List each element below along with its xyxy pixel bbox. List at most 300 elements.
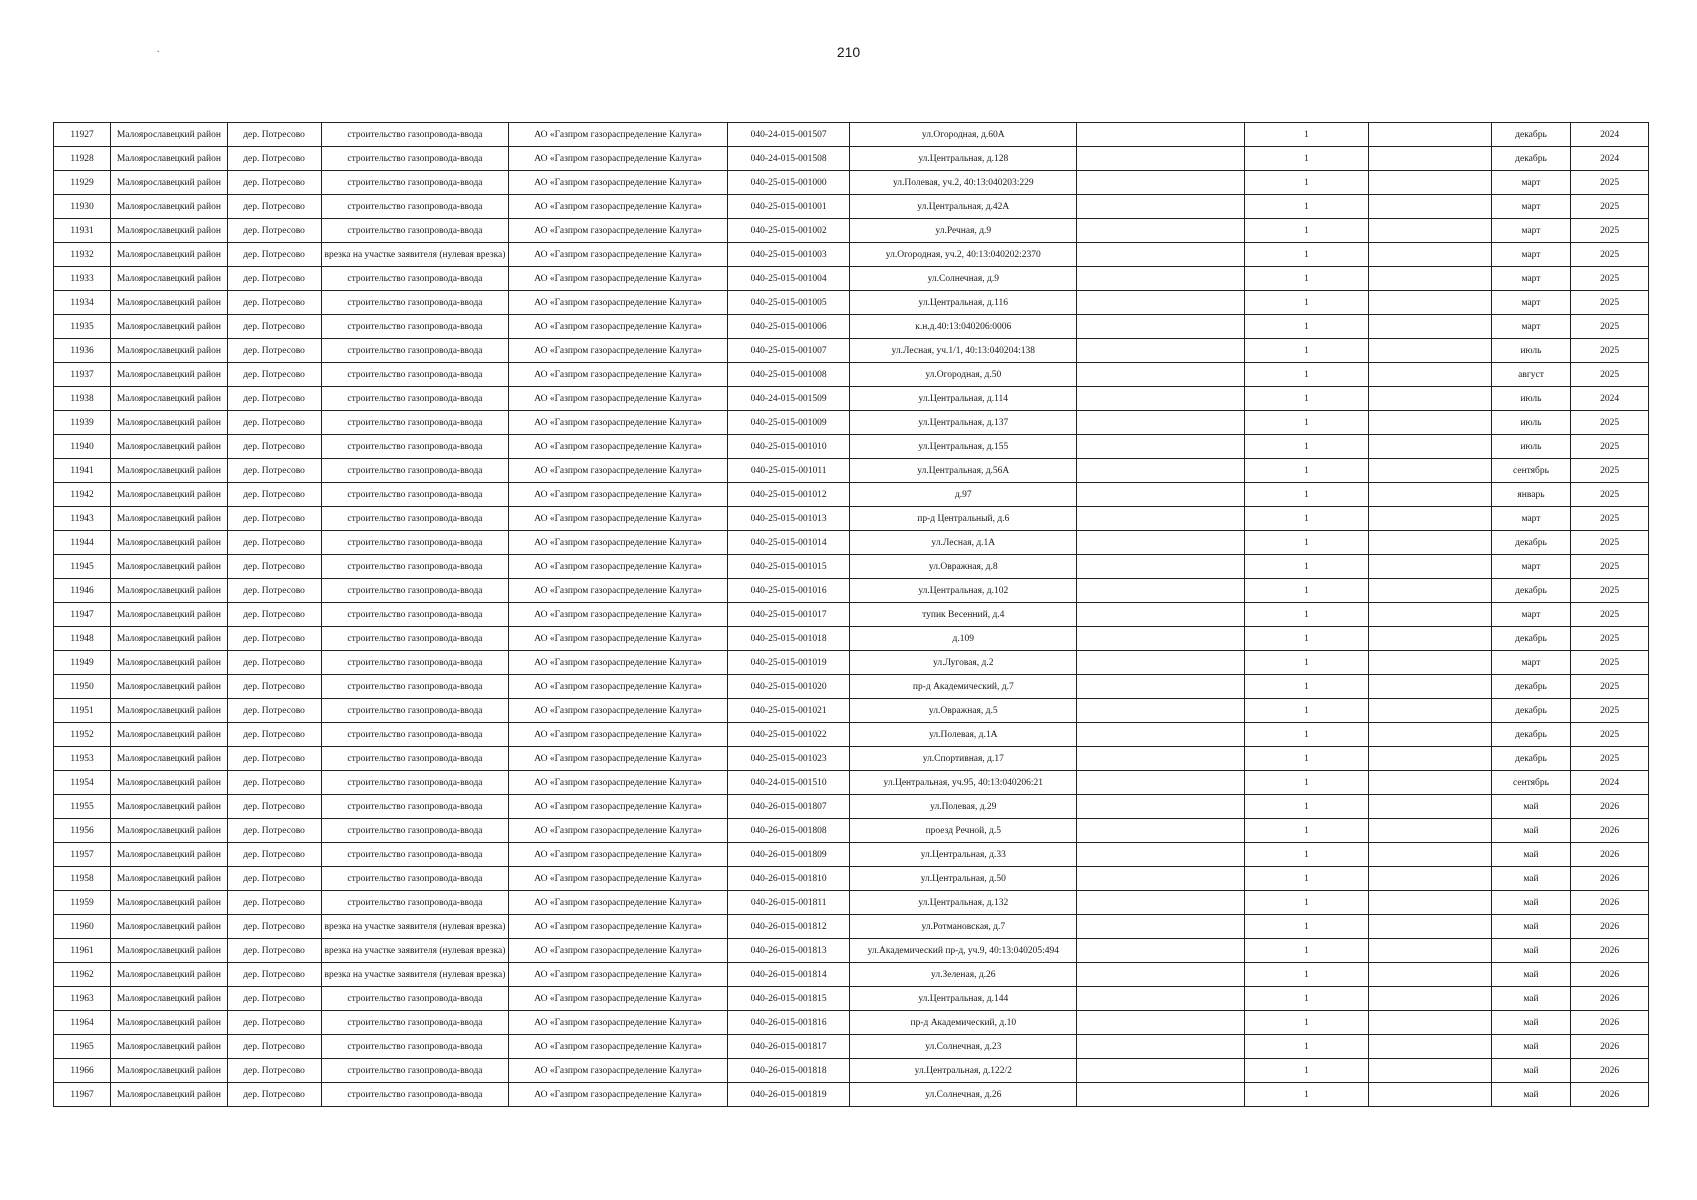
row-number: 11950 [54, 675, 111, 699]
district-cell: Малоярославецкий район [111, 267, 227, 291]
row-number: 11932 [54, 243, 111, 267]
empty-cell [1077, 939, 1244, 963]
quantity-cell: 1 [1244, 723, 1369, 747]
empty-cell [1077, 1059, 1244, 1083]
empty-cell [1369, 963, 1492, 987]
month-cell: май [1491, 795, 1571, 819]
work-type-cell: строительство газопровода-ввода [321, 651, 509, 675]
month-cell: март [1491, 555, 1571, 579]
settlement-cell: дер. Потресово [227, 843, 321, 867]
year-cell: 2026 [1571, 987, 1649, 1011]
project-code-cell: 040-26-015-001807 [727, 795, 850, 819]
table-row [54, 747, 1649, 771]
district-cell: Малоярославецкий район [111, 963, 227, 987]
row-number: 11966 [54, 1059, 111, 1083]
settlement-cell: дер. Потресово [227, 387, 321, 411]
project-code-cell: 040-26-015-001812 [727, 915, 850, 939]
address-cell: к.н.д.40:13:040206:0006 [850, 315, 1077, 339]
settlement-cell: дер. Потресово [227, 675, 321, 699]
organization-cell: АО «Газпром газораспределение Калуга» [509, 147, 728, 171]
district-cell: Малоярославецкий район [111, 243, 227, 267]
organization-cell: АО «Газпром газораспределение Калуга» [509, 387, 728, 411]
month-cell: май [1491, 1011, 1571, 1035]
organization-cell: АО «Газпром газораспределение Калуга» [509, 867, 728, 891]
organization-cell: АО «Газпром газораспределение Калуга» [509, 627, 728, 651]
work-type-cell: строительство газопровода-ввода [321, 147, 509, 171]
project-code-cell: 040-25-015-001013 [727, 507, 850, 531]
settlement-cell: дер. Потресово [227, 339, 321, 363]
year-cell: 2026 [1571, 1011, 1649, 1035]
quantity-cell: 1 [1244, 651, 1369, 675]
table-row [54, 411, 1649, 435]
district-cell: Малоярославецкий район [111, 1035, 227, 1059]
organization-cell: АО «Газпром газораспределение Калуга» [509, 579, 728, 603]
quantity-cell: 1 [1244, 267, 1369, 291]
table-row [54, 867, 1649, 891]
work-type-cell: строительство газопровода-ввода [321, 171, 509, 195]
table-row [54, 1059, 1649, 1083]
year-cell: 2025 [1571, 363, 1649, 387]
scan-mark: . [157, 44, 160, 55]
organization-cell: АО «Газпром газораспределение Калуга» [509, 267, 728, 291]
organization-cell: АО «Газпром газораспределение Калуга» [509, 699, 728, 723]
month-cell: декабрь [1491, 123, 1571, 147]
work-type-cell: строительство газопровода-ввода [321, 555, 509, 579]
quantity-cell: 1 [1244, 1059, 1369, 1083]
organization-cell: АО «Газпром газораспределение Калуга» [509, 747, 728, 771]
empty-cell [1077, 603, 1244, 627]
empty-cell [1369, 987, 1492, 1011]
quantity-cell: 1 [1244, 435, 1369, 459]
table-row [54, 315, 1649, 339]
organization-cell: АО «Газпром газораспределение Калуга» [509, 123, 728, 147]
settlement-cell: дер. Потресово [227, 1011, 321, 1035]
month-cell: декабрь [1491, 723, 1571, 747]
organization-cell: АО «Газпром газораспределение Калуга» [509, 963, 728, 987]
organization-cell: АО «Газпром газораспределение Калуга» [509, 723, 728, 747]
settlement-cell: дер. Потресово [227, 771, 321, 795]
table-row [54, 1035, 1649, 1059]
table-row [54, 243, 1649, 267]
project-code-cell: 040-25-015-001018 [727, 627, 850, 651]
empty-cell [1077, 747, 1244, 771]
row-number: 11954 [54, 771, 111, 795]
project-code-cell: 040-25-015-001020 [727, 675, 850, 699]
row-number: 11942 [54, 483, 111, 507]
settlement-cell: дер. Потресово [227, 411, 321, 435]
address-cell: пр-д Академический, д.7 [850, 675, 1077, 699]
empty-cell [1369, 1083, 1492, 1107]
project-code-cell: 040-25-015-001016 [727, 579, 850, 603]
row-number: 11947 [54, 603, 111, 627]
empty-cell [1369, 627, 1492, 651]
quantity-cell: 1 [1244, 747, 1369, 771]
empty-cell [1077, 867, 1244, 891]
project-code-cell: 040-26-015-001818 [727, 1059, 850, 1083]
settlement-cell: дер. Потресово [227, 819, 321, 843]
year-cell: 2025 [1571, 747, 1649, 771]
organization-cell: АО «Газпром газораспределение Калуга» [509, 315, 728, 339]
project-code-cell: 040-25-015-001022 [727, 723, 850, 747]
settlement-cell: дер. Потресово [227, 363, 321, 387]
work-type-cell: строительство газопровода-ввода [321, 579, 509, 603]
month-cell: май [1491, 819, 1571, 843]
work-type-cell: строительство газопровода-ввода [321, 795, 509, 819]
organization-cell: АО «Газпром газораспределение Калуга» [509, 1083, 728, 1107]
organization-cell: АО «Газпром газораспределение Калуга» [509, 675, 728, 699]
address-cell: проезд Речной, д.5 [850, 819, 1077, 843]
year-cell: 2025 [1571, 267, 1649, 291]
month-cell: март [1491, 315, 1571, 339]
empty-cell [1077, 891, 1244, 915]
district-cell: Малоярославецкий район [111, 675, 227, 699]
month-cell: май [1491, 915, 1571, 939]
address-cell: д.109 [850, 627, 1077, 651]
quantity-cell: 1 [1244, 939, 1369, 963]
quantity-cell: 1 [1244, 411, 1369, 435]
year-cell: 2025 [1571, 651, 1649, 675]
address-cell: ул.Речная, д.9 [850, 219, 1077, 243]
table-row [54, 699, 1649, 723]
settlement-cell: дер. Потресово [227, 435, 321, 459]
quantity-cell: 1 [1244, 219, 1369, 243]
row-number: 11965 [54, 1035, 111, 1059]
table-row [54, 555, 1649, 579]
project-code-cell: 040-25-015-001002 [727, 219, 850, 243]
address-cell: ул.Центральная, д.42А [850, 195, 1077, 219]
settlement-cell: дер. Потресово [227, 651, 321, 675]
settlement-cell: дер. Потресово [227, 939, 321, 963]
settlement-cell: дер. Потресово [227, 123, 321, 147]
table-row [54, 267, 1649, 291]
work-type-cell: строительство газопровода-ввода [321, 387, 509, 411]
organization-cell: АО «Газпром газораспределение Калуга» [509, 435, 728, 459]
empty-cell [1077, 819, 1244, 843]
project-code-cell: 040-26-015-001809 [727, 843, 850, 867]
district-cell: Малоярославецкий район [111, 915, 227, 939]
empty-cell [1369, 363, 1492, 387]
settlement-cell: дер. Потресово [227, 987, 321, 1011]
address-cell: ул.Центральная, д.114 [850, 387, 1077, 411]
organization-cell: АО «Газпром газораспределение Калуга» [509, 339, 728, 363]
address-cell: ул.Центральная, д.128 [850, 147, 1077, 171]
table-row [54, 891, 1649, 915]
district-cell: Малоярославецкий район [111, 315, 227, 339]
table-row [54, 339, 1649, 363]
quantity-cell: 1 [1244, 1035, 1369, 1059]
address-cell: ул.Полевая, д.1А [850, 723, 1077, 747]
address-cell: ул.Полевая, уч.2, 40:13:040203:229 [850, 171, 1077, 195]
district-cell: Малоярославецкий район [111, 867, 227, 891]
empty-cell [1077, 531, 1244, 555]
row-number: 11951 [54, 699, 111, 723]
work-type-cell: строительство газопровода-ввода [321, 603, 509, 627]
row-number: 11949 [54, 651, 111, 675]
district-cell: Малоярославецкий район [111, 339, 227, 363]
organization-cell: АО «Газпром газораспределение Калуга» [509, 243, 728, 267]
empty-cell [1077, 435, 1244, 459]
empty-cell [1369, 315, 1492, 339]
address-cell: ул.Центральная, д.33 [850, 843, 1077, 867]
district-cell: Малоярославецкий район [111, 723, 227, 747]
row-number: 11941 [54, 459, 111, 483]
empty-cell [1077, 411, 1244, 435]
project-code-cell: 040-25-015-001007 [727, 339, 850, 363]
empty-cell [1369, 1011, 1492, 1035]
district-cell: Малоярославецкий район [111, 939, 227, 963]
organization-cell: АО «Газпром газораспределение Калуга» [509, 483, 728, 507]
district-cell: Малоярославецкий район [111, 603, 227, 627]
project-code-cell: 040-25-015-001021 [727, 699, 850, 723]
address-cell: ул.Огородная, уч.2, 40:13:040202:2370 [850, 243, 1077, 267]
settlement-cell: дер. Потресово [227, 267, 321, 291]
project-code-cell: 040-25-015-001012 [727, 483, 850, 507]
work-type-cell: строительство газопровода-ввода [321, 675, 509, 699]
table-row [54, 1083, 1649, 1107]
quantity-cell: 1 [1244, 915, 1369, 939]
empty-cell [1077, 1035, 1244, 1059]
organization-cell: АО «Газпром газораспределение Калуга» [509, 555, 728, 579]
address-cell: ул.Центральная, д.122/2 [850, 1059, 1077, 1083]
address-cell: ул.Лесная, д.1А [850, 531, 1077, 555]
project-code-cell: 040-25-015-001000 [727, 171, 850, 195]
settlement-cell: дер. Потресово [227, 963, 321, 987]
district-cell: Малоярославецкий район [111, 1011, 227, 1035]
work-type-cell: строительство газопровода-ввода [321, 1083, 509, 1107]
quantity-cell: 1 [1244, 315, 1369, 339]
work-type-cell: строительство газопровода-ввода [321, 363, 509, 387]
row-number: 11964 [54, 1011, 111, 1035]
empty-cell [1369, 387, 1492, 411]
table-row [54, 723, 1649, 747]
year-cell: 2025 [1571, 603, 1649, 627]
month-cell: декабрь [1491, 675, 1571, 699]
district-cell: Малоярославецкий район [111, 459, 227, 483]
address-cell: ул.Центральная, уч.95, 40:13:040206:21 [850, 771, 1077, 795]
empty-cell [1369, 747, 1492, 771]
project-code-cell: 040-25-015-001017 [727, 603, 850, 627]
table-row [54, 123, 1649, 147]
row-number: 11946 [54, 579, 111, 603]
work-type-cell: строительство газопровода-ввода [321, 267, 509, 291]
project-code-cell: 040-25-015-001006 [727, 315, 850, 339]
organization-cell: АО «Газпром газораспределение Калуга» [509, 1059, 728, 1083]
month-cell: декабрь [1491, 747, 1571, 771]
work-type-cell: строительство газопровода-ввода [321, 315, 509, 339]
empty-cell [1077, 315, 1244, 339]
row-number: 11937 [54, 363, 111, 387]
project-code-cell: 040-25-015-001001 [727, 195, 850, 219]
month-cell: май [1491, 1083, 1571, 1107]
quantity-cell: 1 [1244, 531, 1369, 555]
empty-cell [1369, 915, 1492, 939]
table-row [54, 171, 1649, 195]
row-number: 11940 [54, 435, 111, 459]
month-cell: июль [1491, 339, 1571, 363]
district-cell: Малоярославецкий район [111, 819, 227, 843]
empty-cell [1369, 795, 1492, 819]
empty-cell [1077, 171, 1244, 195]
empty-cell [1369, 267, 1492, 291]
year-cell: 2025 [1571, 291, 1649, 315]
settlement-cell: дер. Потресово [227, 1059, 321, 1083]
address-cell: ул.Огородная, д.60А [850, 123, 1077, 147]
month-cell: сентябрь [1491, 771, 1571, 795]
settlement-cell: дер. Потресово [227, 891, 321, 915]
project-code-cell: 040-26-015-001817 [727, 1035, 850, 1059]
empty-cell [1369, 411, 1492, 435]
organization-cell: АО «Газпром газораспределение Калуга» [509, 171, 728, 195]
month-cell: январь [1491, 483, 1571, 507]
month-cell: март [1491, 267, 1571, 291]
settlement-cell: дер. Потресово [227, 483, 321, 507]
month-cell: декабрь [1491, 147, 1571, 171]
row-number: 11960 [54, 915, 111, 939]
address-cell: тупик Весенний, д.4 [850, 603, 1077, 627]
settlement-cell: дер. Потресово [227, 723, 321, 747]
table-row [54, 579, 1649, 603]
row-number: 11945 [54, 555, 111, 579]
project-code-cell: 040-26-015-001816 [727, 1011, 850, 1035]
row-number: 11967 [54, 1083, 111, 1107]
settlement-cell: дер. Потресово [227, 315, 321, 339]
month-cell: декабрь [1491, 699, 1571, 723]
project-code-cell: 040-26-015-001811 [727, 891, 850, 915]
empty-cell [1369, 435, 1492, 459]
row-number: 11961 [54, 939, 111, 963]
empty-cell [1077, 459, 1244, 483]
empty-cell [1369, 555, 1492, 579]
empty-cell [1077, 195, 1244, 219]
month-cell: март [1491, 291, 1571, 315]
table-row [54, 435, 1649, 459]
empty-cell [1077, 339, 1244, 363]
address-cell: ул.Овражная, д.8 [850, 555, 1077, 579]
project-code-cell: 040-26-015-001814 [727, 963, 850, 987]
district-cell: Малоярославецкий район [111, 147, 227, 171]
year-cell: 2024 [1571, 123, 1649, 147]
table-row [54, 627, 1649, 651]
year-cell: 2025 [1571, 723, 1649, 747]
row-number: 11958 [54, 867, 111, 891]
empty-cell [1369, 507, 1492, 531]
organization-cell: АО «Газпром газораспределение Калуга» [509, 531, 728, 555]
row-number: 11948 [54, 627, 111, 651]
table-row [54, 771, 1649, 795]
month-cell: июль [1491, 387, 1571, 411]
district-cell: Малоярославецкий район [111, 771, 227, 795]
address-cell: ул.Центральная, д.144 [850, 987, 1077, 1011]
table-row [54, 147, 1649, 171]
month-cell: декабрь [1491, 531, 1571, 555]
district-cell: Малоярославецкий район [111, 987, 227, 1011]
year-cell: 2026 [1571, 819, 1649, 843]
empty-cell [1077, 675, 1244, 699]
quantity-cell: 1 [1244, 987, 1369, 1011]
address-cell: ул.Солнечная, д.23 [850, 1035, 1077, 1059]
year-cell: 2026 [1571, 1083, 1649, 1107]
year-cell: 2025 [1571, 699, 1649, 723]
organization-cell: АО «Газпром газораспределение Калуга» [509, 915, 728, 939]
settlement-cell: дер. Потресово [227, 795, 321, 819]
project-code-cell: 040-25-015-001004 [727, 267, 850, 291]
district-cell: Малоярославецкий район [111, 507, 227, 531]
month-cell: май [1491, 867, 1571, 891]
quantity-cell: 1 [1244, 891, 1369, 915]
month-cell: май [1491, 1035, 1571, 1059]
address-cell: ул.Спортивная, д.17 [850, 747, 1077, 771]
quantity-cell: 1 [1244, 291, 1369, 315]
empty-cell [1077, 483, 1244, 507]
organization-cell: АО «Газпром газораспределение Калуга» [509, 411, 728, 435]
settlement-cell: дер. Потресово [227, 219, 321, 243]
address-cell: ул.Центральная, д.116 [850, 291, 1077, 315]
empty-cell [1369, 483, 1492, 507]
project-code-cell: 040-24-015-001509 [727, 387, 850, 411]
table-row [54, 795, 1649, 819]
organization-cell: АО «Газпром газораспределение Калуга» [509, 1035, 728, 1059]
empty-cell [1369, 939, 1492, 963]
row-number: 11959 [54, 891, 111, 915]
empty-cell [1369, 867, 1492, 891]
table-row [54, 1011, 1649, 1035]
quantity-cell: 1 [1244, 147, 1369, 171]
district-cell: Малоярославецкий район [111, 651, 227, 675]
empty-cell [1369, 819, 1492, 843]
row-number: 11930 [54, 195, 111, 219]
district-cell: Малоярославецкий район [111, 195, 227, 219]
month-cell: май [1491, 987, 1571, 1011]
settlement-cell: дер. Потресово [227, 291, 321, 315]
empty-cell [1369, 243, 1492, 267]
quantity-cell: 1 [1244, 123, 1369, 147]
row-number: 11928 [54, 147, 111, 171]
project-code-cell: 040-25-015-001010 [727, 435, 850, 459]
district-cell: Малоярославецкий район [111, 843, 227, 867]
empty-cell [1369, 459, 1492, 483]
month-cell: май [1491, 963, 1571, 987]
empty-cell [1077, 627, 1244, 651]
month-cell: март [1491, 651, 1571, 675]
empty-cell [1369, 195, 1492, 219]
settlement-cell: дер. Потресово [227, 195, 321, 219]
table-row [54, 651, 1649, 675]
work-type-cell: строительство газопровода-ввода [321, 699, 509, 723]
settlement-cell: дер. Потресово [227, 699, 321, 723]
settlement-cell: дер. Потресово [227, 507, 321, 531]
organization-cell: АО «Газпром газораспределение Калуга» [509, 939, 728, 963]
table-row [54, 675, 1649, 699]
row-number: 11943 [54, 507, 111, 531]
row-number: 11938 [54, 387, 111, 411]
table-row [54, 939, 1649, 963]
row-number: 11939 [54, 411, 111, 435]
year-cell: 2025 [1571, 483, 1649, 507]
work-type-cell: строительство газопровода-ввода [321, 723, 509, 747]
month-cell: март [1491, 171, 1571, 195]
empty-cell [1077, 507, 1244, 531]
empty-cell [1077, 1011, 1244, 1035]
address-cell: д.97 [850, 483, 1077, 507]
page-number: 210 [836, 44, 861, 60]
project-code-cell: 040-25-015-001009 [727, 411, 850, 435]
empty-cell [1077, 963, 1244, 987]
row-number: 11936 [54, 339, 111, 363]
month-cell: май [1491, 843, 1571, 867]
project-code-cell: 040-26-015-001810 [727, 867, 850, 891]
quantity-cell: 1 [1244, 843, 1369, 867]
work-type-cell: строительство газопровода-ввода [321, 339, 509, 363]
